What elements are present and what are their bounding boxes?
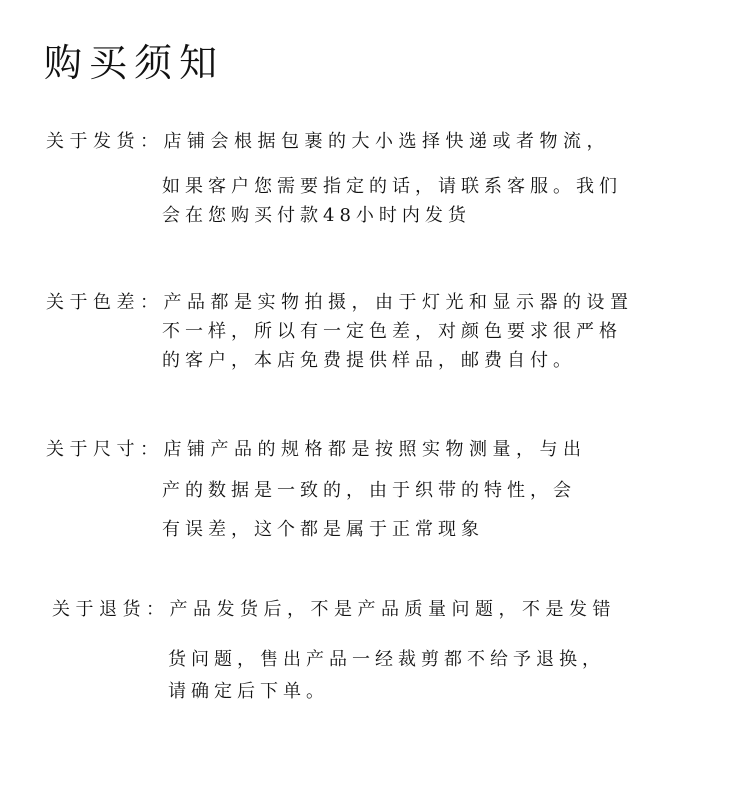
size-line-3: 有误差，这个都是属于正常现象 bbox=[162, 519, 484, 540]
color-difference-line-1: 关于色差：产品都是实物拍摄，由于灯光和显示器的设置 bbox=[46, 292, 634, 313]
color-difference-line-2: 不一样，所以有一定色差，对颜色要求很严格 bbox=[162, 321, 622, 342]
size-line-1: 关于尺寸：店铺产品的规格都是按照实物测量，与出 bbox=[46, 439, 587, 460]
shipping-line-1: 关于发货：店铺会根据包裹的大小选择快递或者物流， bbox=[46, 131, 610, 152]
returns-line-2: 货问题，售出产品一经裁剪都不给予退换， bbox=[168, 649, 605, 670]
returns-line-1: 关于退货：产品发货后，不是产品质量问题，不是发错 bbox=[52, 599, 616, 620]
shipping-line-3: 会在您购买付款48小时内发货 bbox=[162, 205, 471, 226]
shipping-line-2: 如果客户您需要指定的话，请联系客服。我们 bbox=[162, 176, 622, 197]
page-title: 购买须知 bbox=[44, 41, 225, 85]
returns-line-3: 请确定后下单。 bbox=[168, 681, 329, 702]
size-line-2: 产的数据是一致的，由于织带的特性，会 bbox=[162, 480, 576, 501]
color-difference-line-3: 的客户，本店免费提供样品，邮费自付。 bbox=[162, 350, 576, 371]
